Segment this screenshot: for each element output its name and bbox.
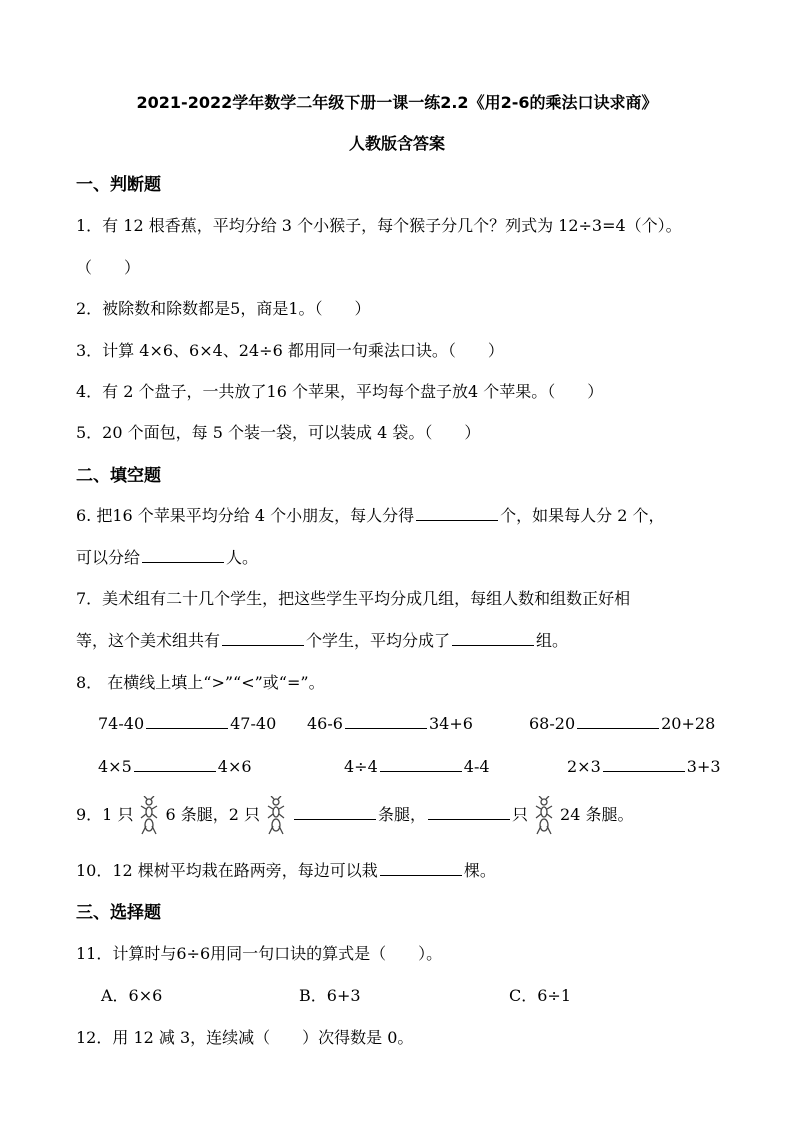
answer-blank[interactable] <box>416 504 498 521</box>
q7-text-b: 个学生，平均分成了 <box>306 631 451 650</box>
question-4: 4．有 2 个盘子，一共放了16 个苹果，平均每个盘子放4 个苹果。（ ） <box>76 382 604 401</box>
answer-blank[interactable] <box>134 755 216 772</box>
ant-icon <box>534 796 554 836</box>
question-11: 11．计算时与6÷6用同一句口诀的算式是（ ）。 <box>76 944 443 963</box>
answer-blank[interactable] <box>380 755 462 772</box>
page-title: 2021-2022学年数学二年级下册一课一练2.2《用2-6的乘法口诀求商》 <box>136 93 658 112</box>
compare-item: 4×5 4×6 <box>98 757 252 776</box>
question-3: 3．计算 4×6、6×4、24÷6 都用同一句乘法口诀。（ ） <box>76 341 504 360</box>
answer-blank[interactable] <box>452 629 534 646</box>
question-6-line-2 <box>76 545 258 568</box>
answer-blank[interactable] <box>380 859 462 876</box>
compare-item: 2×3 3+3 <box>567 757 721 776</box>
question-5: 5．20 个面包，每 5 个装一袋，可以装成 4 袋。（ ） <box>76 423 481 442</box>
question-1-line-2: （ ） <box>76 258 141 277</box>
page-subtitle: 人教版含答案 <box>348 134 445 153</box>
option-a[interactable]: A．6×6 <box>101 986 163 1005</box>
answer-blank[interactable] <box>142 546 224 563</box>
section-heading-fill: 二、填空题 <box>76 466 161 486</box>
question-8: 8． 在横线上填上“>”“<”或“=”。 <box>76 673 325 692</box>
compare-item: 74-40 47-40 <box>98 714 277 733</box>
compare-item: 4÷4 4-4 <box>344 757 490 776</box>
answer-blank[interactable] <box>345 712 427 729</box>
question-12: 12．用 12 减 3，连续减（ ）次得数是 0。 <box>76 1028 414 1047</box>
question-2: 2．被除数和除数都是5，商是1。（ ） <box>76 299 371 318</box>
answer-blank[interactable] <box>428 803 510 820</box>
answer-blank[interactable] <box>603 755 685 772</box>
section-heading-judge: 一、判断题 <box>76 175 161 195</box>
question-7-line-2 <box>76 628 568 651</box>
question-6-line-1 <box>76 503 665 526</box>
compare-item: 46-6 34+6 <box>307 714 473 733</box>
answer-blank[interactable] <box>222 629 304 646</box>
question-9: 9．1 只 6 条腿，2 只 条腿， 只 24 条腿。 <box>76 795 633 836</box>
compare-item: 68-20 20+28 <box>529 714 716 733</box>
question-10: 10．12 棵树平均栽在路两旁，每边可以栽 棵。 <box>76 861 496 880</box>
ant-icon <box>139 796 159 836</box>
q6-text-a: 6. 把16 个苹果平均分给 4 个小朋友，每人分得 <box>76 506 415 525</box>
q7-text-a: 等，这个美术组共有 <box>76 631 221 650</box>
answer-blank[interactable] <box>577 712 659 729</box>
question-7-line-1: 7．美术组有二十几个学生，把这些学生平均分成几组，每组人数和组数正好相 <box>76 589 631 608</box>
answer-blank[interactable] <box>294 803 376 820</box>
option-c[interactable]: C．6÷1 <box>509 986 572 1005</box>
q6-text-c: 可以分给 <box>76 548 141 567</box>
ant-icon <box>266 796 286 836</box>
question-1-line-1: 1．有 12 根香蕉，平均分给 3 个小猴子，每个猴子分几个？列式为 12÷3=4（个）。 <box>76 216 682 235</box>
option-b[interactable]: B．6+3 <box>299 986 361 1005</box>
q6-text-b: 个，如果每人分 2 个， <box>500 506 665 525</box>
q6-text-d: 人。 <box>226 548 259 567</box>
answer-blank[interactable] <box>146 712 228 729</box>
q7-text-c: 组。 <box>536 631 569 650</box>
section-heading-choice: 三、选择题 <box>76 903 161 923</box>
